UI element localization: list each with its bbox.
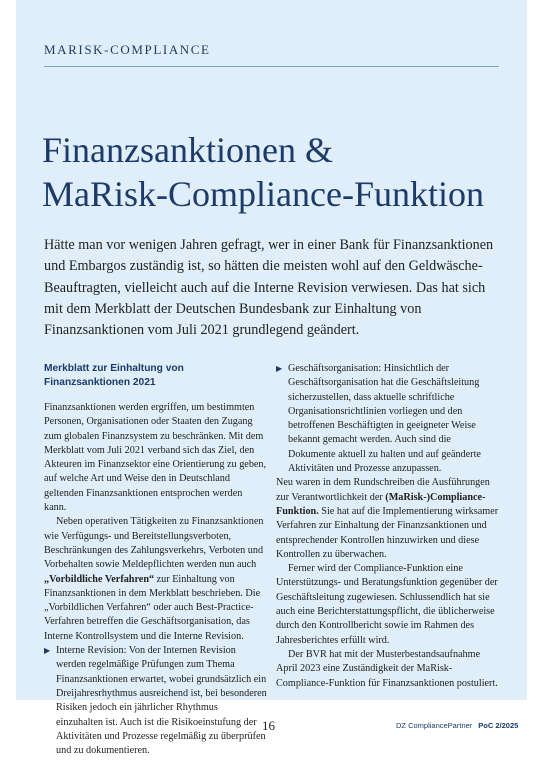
paragraph-2-end: zur Einhaltung von Finanzsanktionen in dem Merkblatt beschrieben. Die „Vorbildlichen Verfahren“ oder auch Best-Practice-Verfahren betreffen die Geschäftsorganisation, das Interne Kontrollsystem und die Interne Revision. [44, 573, 261, 642]
paragraph-2-bold: „Vorbildliche Verfahren“ [44, 573, 155, 585]
paragraph-2-start: Neben operativen Tätigkeiten zu Finanzsanktionen wie Verfügungs- und Bereitstellungsverboten, Beschränkungen des Zahlungsverkehrs, Verboten und Vorbehalten sowie Meldepflichten werden nun auch [44, 516, 264, 571]
article-title [42, 128, 512, 216]
section-label: MARISK-COMPLIANCE [44, 42, 211, 57]
right-column [276, 362, 499, 691]
paragraph-3 [276, 476, 499, 562]
article-title-line-2: MaRisk-Compliance-Funktion [42, 174, 484, 214]
bullet-business-organisation [276, 362, 499, 476]
left-column-heading: Merkblatt zur Einhaltung von Finanzsanktionen 2021 [44, 363, 184, 388]
triangle-right-icon: ▶ [44, 646, 51, 656]
paragraph-5: Der BVR hat mit der Musterbestandsaufnahme April 2023 eine Zuständigkeit der MaRisk-Compliance-Funktion für Finanzsanktionen postuliert. [276, 648, 498, 689]
left-column [44, 362, 267, 758]
bullet-internal-audit-text: Interne Revision: Von der Internen Revision werden regelmäßige Prüfungen zum Thema Finanzsanktionen erwartet, wobei grundsätzlich ein Dreijahresrhythmus ausreichend ist, bei besonderen Risiken jedoch ein jährlicher Rhythmus einzuhalten ist. Auch ist die Risikoeinstufung der Aktivitäten und Prozesse regelmäßig zu überprüfen und zu dokumentieren. [56, 645, 267, 757]
article-title-line-1: Finanzsanktionen & [42, 130, 333, 170]
paragraph-1: Finanzsanktionen werden ergriffen, um bestimmten Personen, Organisationen oder Staaten den Zugang zum globalen Finanzsystem zu beschränken. Mit dem Merkblatt vom Juli 2021 verband sich das Ziel, den Akteuren im Finanzsektor eine Orientierung zu geben, auf welche Art und Weise den in Deutschland geltenden Finanzsanktionen entsprochen werden kann. [44, 402, 267, 514]
section-divider [44, 66, 499, 67]
paragraph-3-end: Sie hat auf die Implementierung wirksamer Verfahren zur Einhaltung der Finanzsanktionen und entsprechender Kontrollen hinzuwirken und diese Kontrollen zu überwachen. [276, 505, 499, 560]
article-lead: Hätte man vor wenigen Jahren gefragt, wer in einer Bank für Finanzsanktionen und Embargos zuständig ist, so hätten die meisten wohl auf den Geldwäsche-Beauftragten, vielleicht auch auf die Interne Revision verwiesen. Das hat sich mit dem Merkblatt der Deutschen Bundesbank zur Einhaltung von Finanzsanktionen vom Juli 2021 grundlegend geändert. [44, 237, 494, 339]
paragraph-3-bold: (MaRisk-)Compliance-Funktion. [276, 491, 486, 517]
page-number: 16 [262, 718, 275, 733]
publication-name: DZ CompliancePartner [396, 721, 473, 730]
paragraph-4: Ferner wird der Compliance-Funktion eine Unterstützungs- und Beratungsfunktion gegenüber der Geschäftsleitung zugewiesen. Schlussendlich hat sie auch eine Berichterstattungspflicht, die üblicherweise durch den Kontrollbericht sowie im Rahmen des Jahresberichtes erfüllt wird. [276, 563, 498, 646]
issue-number: PoC 2/2025 [478, 721, 519, 730]
triangle-right-icon: ▶ [276, 364, 283, 373]
bullet-business-organisation-text: Geschäftsorganisation: Hinsichtlich der Geschäftsorganisation hat die Geschäftsleitung sicherzustellen, dass aktuelle schriftliche Organisationsrichtlinien vorliegen und den betroffenen Beschäftigten in geeigneter Weise bekannt gemacht werden. Auch sind die Dokumente aktuell zu halten und auf geänderte Aktivitäten und Prozesse anzupassen. [288, 363, 481, 475]
paragraph-2 [44, 515, 267, 644]
paragraph-3-start: Neu waren in dem Rundschreiben die Ausführungen zur Verantwortlichkeit der [276, 477, 490, 503]
bullet-internal-audit [44, 644, 267, 758]
footer-publication [396, 721, 518, 730]
